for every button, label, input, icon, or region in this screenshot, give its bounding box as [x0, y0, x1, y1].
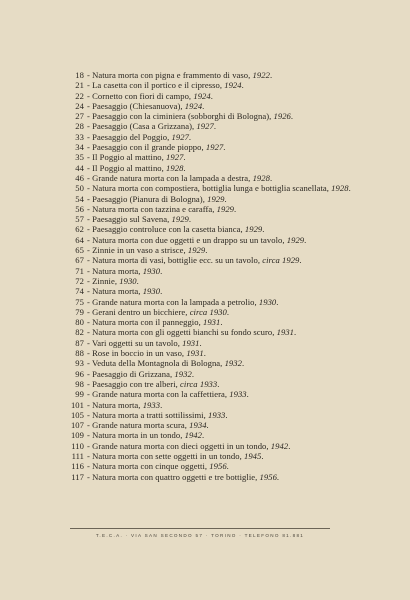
- entry-title: Paesaggio (Casa a Grizzana),: [92, 121, 197, 132]
- entry-title: La casetta con il portico e il cipresso,: [92, 80, 225, 91]
- catalogue-entry: [62, 224, 352, 234]
- entry-number: 80: [75, 317, 84, 328]
- entry-period: .: [160, 399, 163, 410]
- catalogue-entry: [62, 369, 352, 379]
- entry-year: 1928: [331, 183, 349, 194]
- entry-number: 21: [75, 80, 84, 91]
- entry-text: [87, 245, 352, 255]
- catalogue-entry: [62, 245, 352, 255]
- entry-text: [87, 183, 352, 193]
- entry-year: 1926: [273, 111, 291, 122]
- entry-title: Natura morta con cinque oggetti,: [92, 461, 210, 472]
- entry-separator: -: [87, 172, 93, 183]
- entry-year: 1945: [243, 450, 262, 461]
- entry-year: 1930: [142, 265, 161, 276]
- entry-text: [87, 152, 352, 162]
- entry-period: .: [160, 265, 163, 276]
- entry-year: 1929: [187, 245, 206, 256]
- entry-text: [87, 266, 352, 276]
- entry-number: 82: [75, 327, 84, 338]
- entry-separator: -: [87, 471, 93, 482]
- entry-number: 98: [75, 378, 84, 389]
- entry-text: [87, 80, 352, 90]
- catalogue-entry: [62, 461, 352, 471]
- entry-number: 56: [75, 203, 84, 214]
- catalogue-entry: [62, 121, 352, 131]
- entry-period: .: [206, 420, 209, 431]
- entry-separator: -: [87, 142, 93, 153]
- entry-text: [87, 348, 352, 358]
- entry-separator: -: [87, 348, 93, 359]
- catalogue-entry: [62, 142, 352, 152]
- catalogue-entry: [62, 410, 352, 420]
- entry-separator: -: [87, 450, 93, 461]
- catalogue-entry: [62, 420, 352, 430]
- entry-text: [87, 255, 352, 265]
- entry-text: [87, 472, 352, 482]
- entry-period: .: [188, 214, 192, 225]
- catalogue-entry: [62, 183, 352, 193]
- catalogue-entry: [62, 266, 352, 276]
- entry-number: 50: [75, 183, 84, 194]
- entry-title: Natura morta,: [92, 286, 143, 297]
- entry-title: Zinnie in un vaso a strisce,: [92, 245, 188, 256]
- entry-title: Paesaggio di Grizzana,: [92, 368, 175, 379]
- entry-text: [87, 194, 352, 204]
- entry-separator: -: [87, 245, 93, 256]
- catalogue-entry: [62, 441, 352, 451]
- entry-title: Natura morta a tratti sottilissimi,: [92, 409, 209, 420]
- entry-title: Natura morta,: [92, 265, 143, 276]
- entry-year: 1924: [184, 100, 203, 111]
- entry-period: .: [348, 183, 351, 194]
- entry-title: Vari oggetti su un tavolo,: [91, 337, 183, 348]
- entry-separator: -: [87, 265, 93, 276]
- catalogue-entry: [62, 235, 352, 245]
- entry-text: [87, 101, 352, 111]
- entry-year: 1956: [209, 461, 227, 472]
- entry-title: Natura morta con compostiera, bottiglia lunga e bottiglia scanellata,: [92, 183, 332, 194]
- entry-year: 1930: [258, 296, 277, 307]
- entry-year: 1934: [189, 420, 207, 431]
- entry-period: .: [191, 368, 195, 379]
- entry-period: .: [188, 131, 192, 142]
- entry-year: 1931: [182, 337, 200, 348]
- entry-number: 107: [70, 420, 84, 431]
- entry-separator: -: [87, 162, 93, 173]
- entry-separator: -: [87, 183, 93, 194]
- entry-text: [87, 420, 352, 430]
- entry-text: [87, 132, 352, 142]
- catalogue-entry: [62, 307, 352, 317]
- entry-text: [87, 297, 352, 307]
- entry-number: 74: [75, 286, 84, 297]
- catalogue-entry: [62, 286, 352, 296]
- catalogue-entry: [62, 317, 352, 327]
- entry-year: 1942: [270, 440, 289, 451]
- entry-year: 1933: [229, 389, 247, 400]
- entry-title: Cornetto con fiori di campo,: [92, 90, 194, 101]
- entry-number: 117: [71, 471, 84, 482]
- entry-separator: -: [87, 203, 93, 214]
- entry-period: .: [226, 461, 229, 472]
- entry-separator: -: [87, 90, 93, 101]
- entry-number: 18: [75, 70, 84, 80]
- entry-period: .: [234, 203, 237, 214]
- entry-circa: circa: [180, 378, 198, 389]
- entry-title: Paesaggio con tre alberi,: [92, 378, 181, 389]
- entry-period: .: [183, 152, 186, 163]
- entry-separator: -: [87, 461, 93, 472]
- entry-text: [87, 327, 352, 337]
- entry-number: 35: [75, 152, 84, 163]
- entry-title: Paesaggio con la ciminiera (sobborghi di Bologna),: [92, 111, 274, 122]
- entry-number: 64: [75, 234, 84, 245]
- entry-year: 1929: [216, 203, 235, 214]
- entry-number: 71: [75, 265, 84, 276]
- entry-number: 34: [75, 142, 84, 153]
- entry-separator: -: [87, 80, 93, 91]
- entry-period: .: [160, 286, 163, 297]
- entry-text: [87, 358, 352, 368]
- catalogue-entry: [62, 348, 352, 358]
- entry-text: [87, 70, 352, 80]
- entry-title: Natura morta con due oggetti e un drappo su un tavolo,: [92, 234, 287, 245]
- catalogue-entry: [62, 379, 352, 389]
- catalogue-entry: [62, 358, 352, 368]
- entry-period: .: [262, 224, 265, 235]
- footer-rule: [70, 528, 330, 529]
- entry-period: .: [276, 471, 280, 482]
- entry-separator: -: [87, 440, 93, 451]
- entry-year: 1942: [184, 430, 202, 441]
- entry-text: [87, 317, 352, 327]
- entry-number: 67: [75, 255, 84, 266]
- entry-number: 105: [70, 409, 84, 420]
- entry-title: Zinnie,: [92, 275, 120, 286]
- entry-period: .: [213, 121, 217, 132]
- entry-title: Paesaggio (Chiesanuova),: [92, 100, 185, 111]
- entry-text: [87, 369, 352, 379]
- catalogue-entry: [62, 111, 352, 121]
- catalogue-entry: [62, 204, 352, 214]
- catalogue-entry: [62, 430, 352, 440]
- entry-number: 96: [75, 368, 84, 379]
- entry-separator: -: [87, 234, 93, 245]
- catalogue-entry: [62, 389, 352, 399]
- entry-period: .: [220, 317, 223, 328]
- entry-text: [87, 441, 352, 451]
- entry-number: 101: [70, 399, 84, 410]
- entry-year: 1929: [282, 255, 300, 266]
- catalogue-entry: [62, 297, 352, 307]
- entry-year: 1932: [174, 368, 192, 379]
- entry-circa: circa: [189, 306, 208, 317]
- entry-period: .: [276, 296, 279, 307]
- entry-separator: -: [87, 100, 93, 111]
- entry-number: 93: [75, 358, 84, 369]
- entry-period: .: [269, 70, 273, 80]
- entry-title: Grande natura morta con la lampada a destra,: [92, 172, 253, 183]
- entry-separator: -: [87, 337, 92, 348]
- entry-separator: -: [87, 368, 93, 379]
- entry-title: Grande natura morta con la caffettiera,: [92, 389, 230, 400]
- catalogue-entry: [62, 80, 352, 90]
- entry-text: [87, 235, 352, 245]
- entry-separator: -: [87, 296, 93, 307]
- entry-year: 1924: [193, 90, 211, 101]
- entry-text: [87, 91, 352, 101]
- catalogue-entry: [62, 194, 352, 204]
- entry-number: 27: [75, 111, 84, 122]
- entry-year: 1933: [142, 399, 161, 410]
- entry-separator: -: [87, 193, 93, 204]
- entry-number: 75: [75, 296, 84, 307]
- catalogue-entry: [62, 472, 352, 482]
- entry-text: [87, 204, 352, 214]
- entry-number: 44: [75, 162, 84, 173]
- entry-year: 1928: [252, 172, 270, 183]
- entry-period: .: [202, 430, 205, 441]
- entry-year: 1929: [244, 224, 263, 235]
- entry-period: .: [226, 306, 230, 317]
- entry-text: [87, 430, 352, 440]
- entry-title: Natura morta,: [92, 399, 143, 410]
- entry-year: 1930: [119, 275, 137, 286]
- catalogue-entry: [62, 70, 352, 80]
- entry-number: 88: [75, 348, 84, 359]
- entry-number: 33: [75, 131, 84, 142]
- catalogue-entry: [62, 276, 352, 286]
- entry-period: .: [304, 234, 307, 245]
- entry-text: [87, 276, 352, 286]
- catalogue-entry: [62, 132, 352, 142]
- entry-period: .: [241, 358, 245, 369]
- entry-period: .: [136, 275, 139, 286]
- entry-title: Il Poggio al mattino,: [92, 152, 167, 163]
- entry-separator: -: [87, 389, 93, 400]
- entry-title: Paesaggio controluce con la casetta bianca,: [92, 224, 245, 235]
- entry-text: [87, 410, 352, 420]
- entry-number: 62: [75, 224, 84, 235]
- entry-text: [87, 214, 352, 224]
- entry-period: .: [290, 111, 294, 122]
- entry-text: [87, 379, 352, 389]
- entry-period: .: [205, 245, 208, 256]
- entry-title: Paesaggio con il grande pioppo,: [92, 142, 206, 153]
- entry-year: 1931: [202, 317, 221, 328]
- catalogue-entry: [62, 173, 352, 183]
- entry-year: 1929: [171, 214, 189, 225]
- entry-number: 116: [71, 461, 84, 472]
- catalogue-entry: [62, 400, 352, 410]
- entry-text: [87, 400, 352, 410]
- entry-number: 72: [75, 275, 84, 286]
- entry-separator: -: [87, 111, 93, 122]
- entry-title: Natura morta con tazzina e caraffa,: [92, 203, 217, 214]
- entry-text: [87, 224, 352, 234]
- entry-title: Grande natura morta con dieci oggetti in un tondo,: [92, 440, 271, 451]
- works-list: [62, 70, 352, 482]
- catalogue-entry: [62, 255, 352, 265]
- catalogue-entry: [62, 101, 352, 111]
- entry-title: Natura morta con gli oggetti bianchi su fondo scuro,: [92, 327, 277, 338]
- entry-period: .: [241, 80, 244, 91]
- entry-title: Grande natura morta scura,: [92, 420, 190, 431]
- entry-year: 1922: [252, 70, 270, 80]
- entry-separator: -: [87, 327, 93, 338]
- entry-separator: -: [87, 399, 93, 410]
- entry-year: 1931: [186, 348, 204, 359]
- entry-year: 1927: [171, 131, 189, 142]
- entry-text: [87, 307, 352, 317]
- catalogue-entry: [62, 163, 352, 173]
- entry-text: [87, 111, 352, 121]
- entry-number: 111: [71, 450, 84, 461]
- entry-period: .: [223, 142, 226, 153]
- entry-title: Paesaggio del Poggio,: [92, 131, 172, 142]
- entry-text: [87, 121, 352, 131]
- entry-period: .: [225, 409, 228, 420]
- entry-year: 1927: [166, 152, 184, 163]
- entry-separator: -: [87, 378, 93, 389]
- entry-title: Paesaggio sul Savena,: [92, 214, 172, 225]
- entry-separator: -: [87, 275, 93, 286]
- entry-separator: -: [87, 306, 93, 317]
- entry-number: 110: [71, 440, 84, 451]
- entry-text: [87, 163, 352, 173]
- catalogue-entry: [62, 91, 352, 101]
- entry-title: Natura morta di vasi, bottiglie ecc. su un tavolo,: [92, 255, 263, 266]
- entry-year: 1927: [205, 142, 224, 153]
- entry-circa: circa: [262, 255, 280, 266]
- entry-period: .: [224, 193, 227, 204]
- entry-number: 57: [75, 214, 84, 225]
- entry-separator: -: [87, 430, 93, 441]
- entry-number: 65: [75, 245, 84, 256]
- entry-year: 1929: [207, 193, 225, 204]
- entry-year: 1933: [199, 378, 218, 389]
- entry-separator: -: [87, 317, 93, 328]
- entry-title: Gerani dentro un bicchiere,: [92, 306, 190, 317]
- entry-year: 1924: [224, 80, 242, 91]
- entry-period: .: [269, 172, 273, 183]
- entry-number: 24: [75, 100, 84, 111]
- entry-year: 1927: [196, 121, 214, 132]
- entry-separator: -: [87, 214, 93, 225]
- entry-separator: -: [87, 358, 92, 369]
- entry-title: Natura morta con quattro oggetti e tre bottiglie,: [92, 471, 260, 482]
- entry-period: .: [217, 378, 220, 389]
- entry-title: Veduta della Montagnola di Bologna,: [91, 358, 225, 369]
- entry-number: 54: [75, 193, 84, 204]
- entry-separator: -: [87, 286, 93, 297]
- entry-separator: -: [87, 224, 93, 235]
- entry-text: [87, 389, 352, 399]
- entry-number: 28: [75, 121, 84, 132]
- entry-separator: -: [87, 131, 93, 142]
- entry-year: 1930: [209, 306, 227, 317]
- entry-period: .: [299, 255, 302, 266]
- printer-footer: T.E.C.A. · VIA SAN SECONDO 57 · TORINO · TELEFONO 81.881: [95, 533, 305, 538]
- catalogue-entry: [62, 214, 352, 224]
- entry-title: Natura morta con sette oggetti in un tondo,: [92, 450, 244, 461]
- entry-period: .: [183, 162, 186, 173]
- entry-year: 1929: [286, 234, 305, 245]
- entry-title: Natura morta in un tondo,: [92, 430, 185, 441]
- entry-period: .: [199, 337, 202, 348]
- catalogue-entry: [62, 327, 352, 337]
- entry-period: .: [202, 100, 205, 111]
- entry-title: Grande natura morta con la lampada a petrolio,: [92, 296, 259, 307]
- entry-period: .: [288, 440, 291, 451]
- entry-number: 22: [75, 90, 84, 101]
- entry-year: 1933: [208, 409, 226, 420]
- entry-period: .: [246, 389, 249, 400]
- entry-title: Il Poggio al mattino,: [92, 162, 167, 173]
- entry-text: [87, 173, 352, 183]
- entry-period: .: [261, 450, 264, 461]
- catalogue-entry: [62, 451, 352, 461]
- entry-title: Natura morta con pigna e frammento di vaso,: [92, 70, 253, 80]
- entry-year: 1928: [166, 162, 184, 173]
- entry-title: Natura morta con il panneggio,: [92, 317, 203, 328]
- entry-text: [87, 338, 352, 348]
- entry-separator: -: [87, 70, 93, 80]
- entry-title: Rose in boccio in un vaso,: [92, 348, 187, 359]
- entry-number: 109: [70, 430, 84, 441]
- entry-separator: -: [87, 255, 93, 266]
- entry-separator: -: [87, 420, 93, 431]
- entry-separator: -: [87, 152, 93, 163]
- entry-period: .: [203, 348, 206, 359]
- entry-year: 1931: [276, 327, 295, 338]
- entry-number: 79: [75, 306, 84, 317]
- entry-year: 1930: [142, 286, 161, 297]
- entry-year: 1932: [224, 358, 242, 369]
- entry-text: [87, 286, 352, 296]
- catalogue-entry: [62, 338, 352, 348]
- entry-number: 87: [75, 337, 84, 348]
- entry-period: .: [294, 327, 297, 338]
- entry-number: 46: [75, 172, 84, 183]
- entry-title: Paesaggio (Pianura di Bologna),: [92, 193, 208, 204]
- entry-year: 1956: [259, 471, 277, 482]
- entry-text: [87, 461, 352, 471]
- entry-period: .: [210, 90, 213, 101]
- entry-text: [87, 142, 352, 152]
- entry-separator: -: [87, 121, 93, 132]
- entry-text: [87, 451, 352, 461]
- catalogue-entry: [62, 152, 352, 162]
- entry-separator: -: [87, 409, 93, 420]
- entry-number: 99: [75, 389, 84, 400]
